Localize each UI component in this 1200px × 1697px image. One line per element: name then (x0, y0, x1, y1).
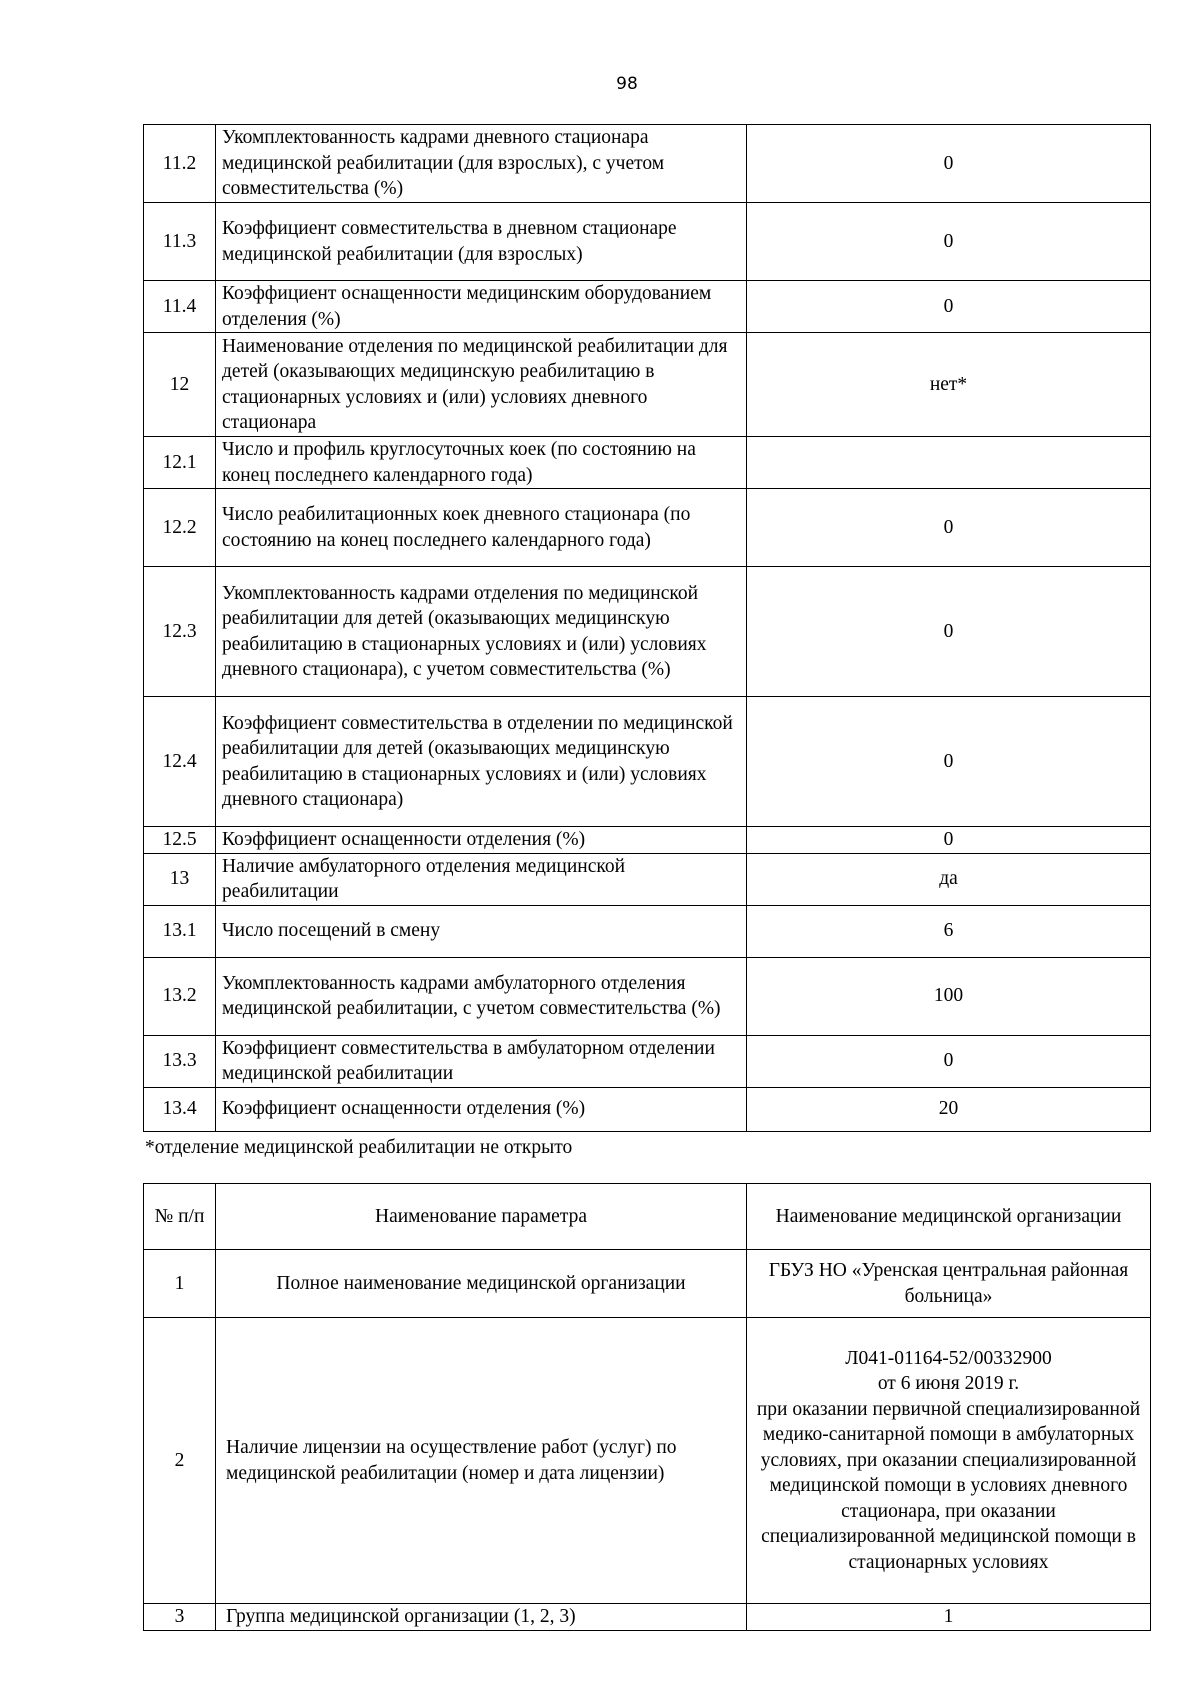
row-parameter: Укомплектованность кадрами отделения по медицинской реабилитации для детей (оказывающих медицинскую реабилитацию в стационарных условиях и (или) условиях дневного стационара), с учетом совместительства (%) (216, 567, 747, 697)
row-value: 0 (747, 125, 1151, 203)
license-scope: при оказании первичной специализированной медико-санитарной помощи в амбулаторных условиях, при оказании специализированной медицинской помощи в условиях дневного стационара, при оказании специализированной медицинской помощи в стационарных условиях (756, 1398, 1141, 1573)
table-row (144, 203, 1151, 281)
organization-table (143, 1183, 1151, 1631)
table-row (144, 125, 1151, 203)
row-parameter: Наличие лицензии на осуществление работ (услуг) по медицинской реабилитации (номер и дата лицензии) (216, 1318, 747, 1604)
header-number: № п/п (144, 1184, 216, 1250)
row-parameter: Коэффициент оснащенности отделения (%) (216, 827, 747, 854)
row-number: 2 (144, 1318, 216, 1604)
row-number: 13.1 (144, 905, 216, 957)
table-row (144, 905, 1151, 957)
row-value: 0 (747, 1035, 1151, 1087)
row-value: 100 (747, 957, 1151, 1035)
row-parameter: Укомплектованность кадрами дневного стационара медицинской реабилитации (для взрослых), с учетом совместительства (%) (216, 125, 747, 203)
row-parameter: Число и профиль круглосуточных коек (по состоянию на конец последнего календарного года) (216, 437, 747, 489)
row-parameter: Группа медицинской организации (1, 2, 3) (216, 1604, 747, 1631)
row-number: 12 (144, 333, 216, 437)
row-number: 11.4 (144, 281, 216, 333)
table-row (144, 437, 1151, 489)
row-number: 12.3 (144, 567, 216, 697)
row-parameter: Наличие амбулаторного отделения медицинской реабилитации (216, 853, 747, 905)
row-parameter: Коэффициент совместительства в амбулаторном отделении медицинской реабилитации (216, 1035, 747, 1087)
footnote: *отделение медицинской реабилитации не открыто (145, 1137, 573, 1158)
table-row (144, 957, 1151, 1035)
row-number: 12.2 (144, 489, 216, 567)
row-number: 13.2 (144, 957, 216, 1035)
indicators-table (143, 124, 1151, 1132)
row-value: нет* (747, 333, 1151, 437)
table-row (144, 1318, 1151, 1604)
row-number: 11.2 (144, 125, 216, 203)
row-value: 0 (747, 281, 1151, 333)
page-number: 98 (616, 74, 638, 94)
row-number: 12.5 (144, 827, 216, 854)
row-value: 0 (747, 567, 1151, 697)
row-value: 0 (747, 697, 1151, 827)
table-row (144, 1035, 1151, 1087)
header-organization: Наименование медицинской организации (747, 1184, 1151, 1250)
row-number: 12.4 (144, 697, 216, 827)
table-row (144, 853, 1151, 905)
row-parameter: Число реабилитационных коек дневного стационара (по состоянию на конец последнего календарного года) (216, 489, 747, 567)
table-row (144, 489, 1151, 567)
table-row (144, 1087, 1151, 1131)
row-parameter: Коэффициент совместительства в отделении по медицинской реабилитации для детей (оказывающих медицинскую реабилитацию в стационарных условиях и (или) условиях дневного стационара) (216, 697, 747, 827)
table-row (144, 567, 1151, 697)
row-value: 0 (747, 827, 1151, 854)
row-number: 1 (144, 1250, 216, 1318)
row-value: 6 (747, 905, 1151, 957)
row-parameter: Коэффициент совместительства в дневном стационаре медицинской реабилитации (для взрослых) (216, 203, 747, 281)
table-row (144, 333, 1151, 437)
table-row (144, 827, 1151, 854)
table-row (144, 697, 1151, 827)
row-number: 3 (144, 1604, 216, 1631)
license-number: Л041-01164-52/00332900 (845, 1347, 1052, 1369)
license-cell (747, 1318, 1151, 1604)
row-number: 12.1 (144, 437, 216, 489)
table-row (144, 1250, 1151, 1318)
row-number: 13.4 (144, 1087, 216, 1131)
row-parameter: Число посещений в смену (216, 905, 747, 957)
row-value (747, 437, 1151, 489)
row-value: ГБУЗ НО «Уренская центральная районная больница» (747, 1250, 1151, 1318)
row-parameter: Укомплектованность кадрами амбулаторного отделения медицинской реабилитации, с учетом совместительства (%) (216, 957, 747, 1035)
row-number: 13 (144, 853, 216, 905)
header-parameter: Наименование параметра (216, 1184, 747, 1250)
row-value: 20 (747, 1087, 1151, 1131)
license-date: от 6 июня 2019 г. (877, 1373, 1020, 1395)
row-value: 1 (747, 1604, 1151, 1631)
row-value: 0 (747, 489, 1151, 567)
row-value: да (747, 853, 1151, 905)
row-parameter: Полное наименование медицинской организации (216, 1250, 747, 1318)
row-number: 13.3 (144, 1035, 216, 1087)
row-parameter: Коэффициент оснащенности медицинским оборудованием отделения (%) (216, 281, 747, 333)
table-header-row (144, 1184, 1151, 1250)
table-row (144, 1604, 1151, 1631)
row-number: 11.3 (144, 203, 216, 281)
row-parameter: Наименование отделения по медицинской реабилитации для детей (оказывающих медицинскую реабилитацию в стационарных условиях и (или) условиях дневного стационара (216, 333, 747, 437)
row-parameter: Коэффициент оснащенности отделения (%) (216, 1087, 747, 1131)
table-row (144, 281, 1151, 333)
row-value: 0 (747, 203, 1151, 281)
